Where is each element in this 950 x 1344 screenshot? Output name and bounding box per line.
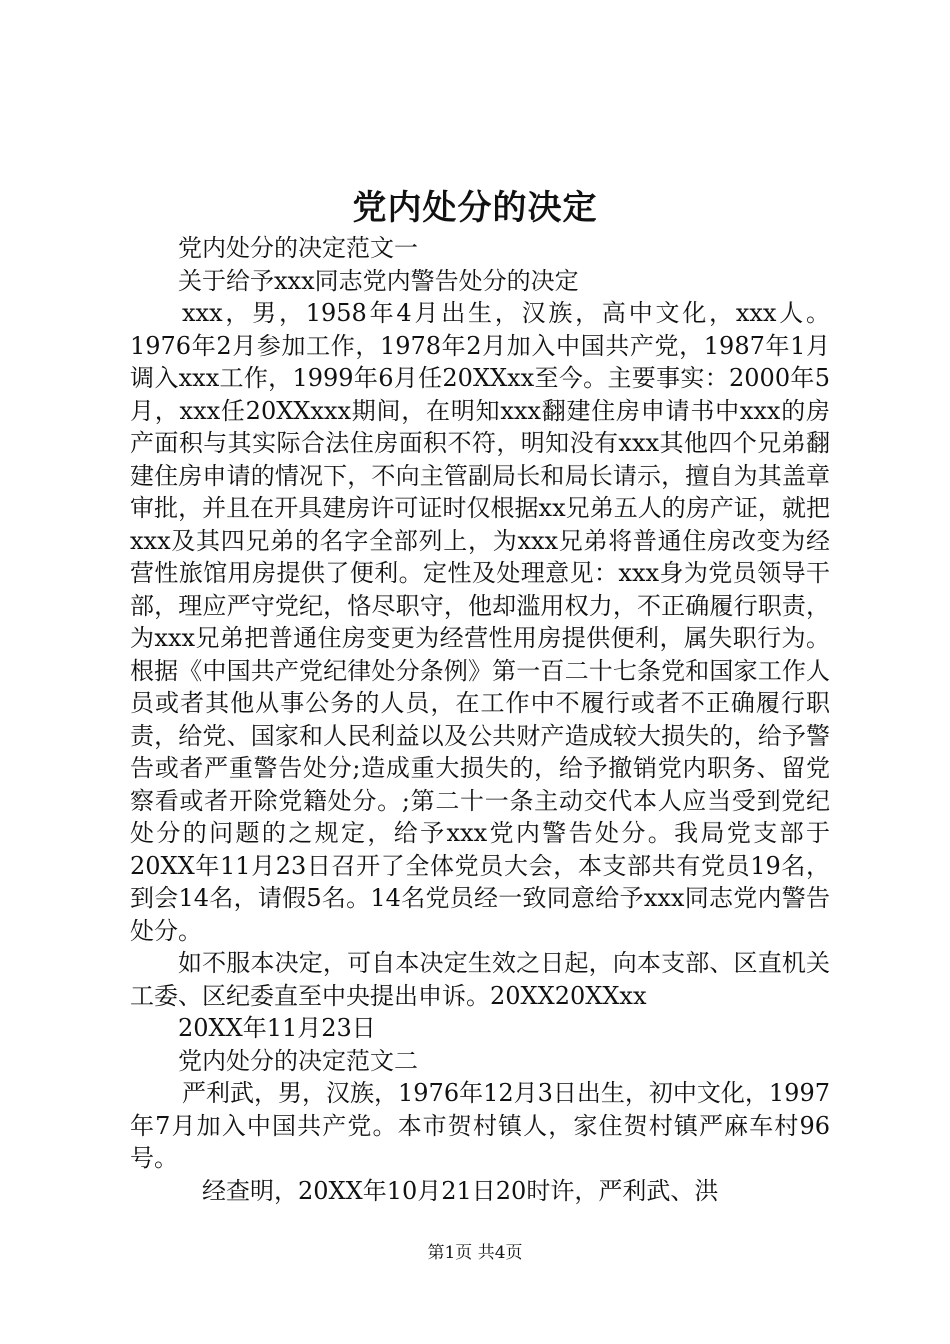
paragraph-facts: xxx，男，1958年4月出生，汉族，高中文化，xxx人。1976年2月参加工作，1978年2月加入中国共产党，1987年1月调入xxx工作，1999年6月任20XXxx至今。主要事实：2000年5月，xxx任20XXxxx期间，在明知xxx翻建住房申请书中xxx的房产面积与其实际合法住房面积不符，明知没有xxx其他四个兄弟翻建住房申请的情况下，不向主管副局长和局长请示，擅自为其盖章审批，并且在开具建房许可证时仅根据xx兄弟五人的房产证，就把xxx及其四兄弟的名字全部列上，为xxx兄弟将普通住房改变为经营性旅馆用房提供了便利。定性及处理意见：xxx身为党员领导干部，理应严守党纪，恪尽职守，他却滥用权力，不正确履行职责，为xxx兄弟把普通住房变更为经营性用房提供便利，属失职行为。根据《中国共产党纪律处分条例》第一百二十七条党和国家工作人员或者其他从事公务的人员，在工作中不履行或者不正确履行职责，给党、国家和人民利益以及公共财产造成较大损失的，给予警告或者严重警告处分;造成重大损失的，给予撤销党内职务、留党察看或者开除党籍处分。;第二十一条主动交代本人应当受到党纪处分的问题的之规定，给予xxx党内警告处分。我局党支部于20XX年11月23日召开了全体党员大会，本支部共有党员19名，到会14名，请假5名。14名党员经一致同意给予xxx同志党内警告处分。 bbox=[130, 299, 830, 945]
document-body bbox=[130, 232, 830, 1207]
decision-heading: 关于给予xxx同志党内警告处分的决定 bbox=[178, 266, 579, 295]
paragraph-date: 20XX年11月23日 bbox=[178, 1014, 376, 1042]
document-title: 党内处分的决定 bbox=[352, 188, 598, 228]
paragraph-investigation: 经查明，20XX年10月21日20时许，严利武、洪 bbox=[202, 1176, 719, 1205]
section-heading-1: 党内处分的决定范文一 bbox=[178, 234, 418, 262]
section-heading-2: 党内处分的决定范文二 bbox=[178, 1046, 418, 1075]
page-footer: 第1页 共4页 bbox=[427, 1243, 523, 1263]
paragraph-appeal: 如不服本决定，可自本决定生效之日起，向本支部、区直机关工委、区纪委直至中央提出申诉。20XX20XXxx bbox=[130, 949, 830, 1010]
paragraph-person: 严利武，男，汉族，1976年12月3日出生，初中文化，1997年7月加入中国共产党。本市贺村镇人，家住贺村镇严麻车村96号。 bbox=[130, 1079, 830, 1172]
